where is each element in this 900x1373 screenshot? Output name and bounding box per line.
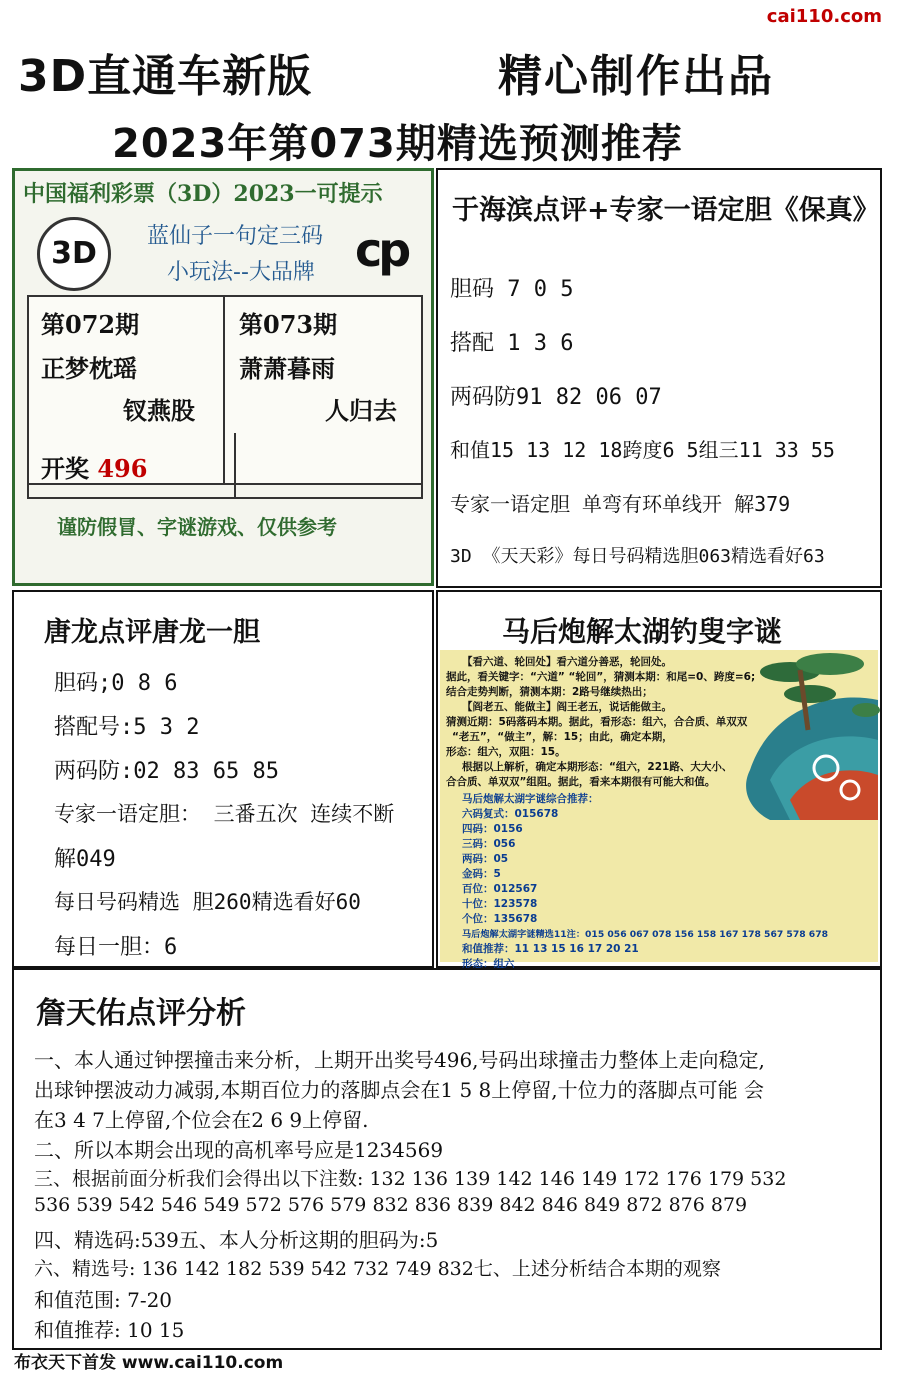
prize-row [27, 433, 423, 499]
prize-label: 开奖 [41, 454, 89, 483]
zhan-tianyou-section [12, 968, 882, 1350]
prize-result [41, 449, 147, 484]
zhan-line: 二、所以本期会出现的高机率号应是1234569 [34, 1138, 444, 1162]
3d-logo-icon: 3D [37, 217, 111, 291]
yu-section-title: 于海滨点评+专家一语定胆《保真》 [452, 195, 880, 226]
zhan-line: 和值推荐: 10 15 [34, 1318, 185, 1342]
zhan-line: 三、根据前面分析我们会得出以下注数: 132 136 139 142 146 149 172 176 179 532 [34, 1168, 787, 1190]
card-slogan-2: 小玩法--大品牌 [167, 260, 315, 285]
yu-line: 两码防91 82 06 07 [450, 385, 662, 410]
yu-line: 搭配 1 3 6 [450, 331, 574, 356]
zhan-line: 在3 4 7上停留,个位会在2 6 9上停留. [34, 1108, 369, 1132]
riddle-line: 形态：组六，双阻：15。 [446, 746, 566, 758]
yu-line: 胆码 7 0 5 [450, 277, 574, 302]
card-slogan-1: 蓝仙子一句定三码 [147, 224, 324, 249]
riddle-line: 百位：012567 [462, 883, 538, 895]
riddle-line: 马后炮解太湖字谜精选11注：015 056 067 078 156 158 167 178 567 578 678 [462, 929, 828, 940]
yu-haibin-section [436, 168, 882, 588]
cp-logo-icon: cp [355, 223, 408, 277]
riddle-line: 马后炮解太湖字谜综合推荐： [462, 793, 599, 805]
riddle-line: “老五”，“做主”，解：15；由此，确定本期， [452, 731, 673, 743]
prize-value: 496 [97, 454, 148, 483]
riddle-line: 个位：135678 [462, 913, 538, 925]
next-riddle-line1: 萧萧暮雨 [239, 354, 335, 383]
yu-line: 3D 《天天彩》每日号码精选胆063精选看好63 [450, 546, 825, 567]
riddle-line: 据此，看关键字：“六道” “轮回”，猜测本期：和尾=0、跨度=6; [446, 671, 756, 683]
zhan-line: 和值范围: 7-20 [34, 1288, 173, 1312]
zhan-section-title: 詹天佑点评分析 [36, 996, 246, 1031]
tang-line: 搭配号:5 3 2 [54, 715, 200, 740]
zhan-line: 一、本人通过钟摆撞击来分析，上期开出奖号496,号码出球撞击力整体上走向稳定, [34, 1048, 765, 1072]
riddle-section-title: 马后炮解太湖钓叟字谜 [502, 615, 783, 648]
next-riddle-line2: 人归去 [325, 396, 397, 425]
riddle-line: 猜测近期：5码落码本期。据此，看形态：组六，合合质、单双双 [446, 716, 748, 728]
riddle-line: 根据以上解析，确定本期形态：“组六，221路、大大小、 [462, 761, 733, 773]
riddle-line: 四码：0156 [462, 823, 523, 835]
footer-site: 布衣天下首发 www.cai110.com [14, 1353, 284, 1373]
zhan-line: 536 539 542 546 549 572 576 579 832 836 839 842 846 849 872 876 879 [34, 1194, 748, 1216]
riddle-line: 六码复式：015678 [462, 808, 559, 820]
riddle-line: 结合走势判断，猜测本期：2路号继续热出； [446, 686, 653, 698]
riddle-line: 合合质、单双双”组阻。据此，看来本期很有可能大和值。 [446, 776, 716, 788]
riddle-section [436, 590, 882, 968]
card-header: 中国福利彩票（3D）2023一可提示 [23, 181, 383, 207]
page-title: 2023年第073期精选预测推荐 [112, 121, 683, 167]
site-watermark: cai110.com [766, 6, 882, 27]
tang-line: 专家一语定胆： 三番五次 连续不断 [54, 802, 395, 826]
tang-line: 每日一胆：6 [54, 935, 178, 960]
tang-long-section [12, 590, 434, 968]
tang-line: 解049 [54, 847, 116, 872]
card-warning: 谨防假冒、字谜游戏、仅供参考 [57, 515, 337, 539]
riddle-line: 金码：5 [462, 868, 501, 880]
tang-line: 每日号码精选 胆260精选看好60 [54, 890, 361, 914]
header-right-title: 精心制作出品 [498, 51, 774, 102]
zhan-line: 四、精选码:539五、本人分析这期的胆码为:5 [34, 1228, 439, 1252]
riddle-line: 【阎老五、能做主】阎王老五，说话能做主。 [462, 701, 672, 713]
riddle-line: 【看六道、轮回处】看六道分善恶，轮回处。 [462, 656, 672, 668]
tang-line: 两码防:02 83 65 85 [54, 759, 279, 784]
prev-riddle-line1: 正梦枕瑶 [41, 354, 137, 383]
riddle-line: 十位：123578 [462, 898, 538, 910]
prize-divider [234, 433, 236, 497]
zhan-line: 出球钟摆波动力减弱,本期百位力的落脚点会在1 5 8上停留,十位力的落脚点可能 会 [34, 1078, 764, 1102]
yu-line: 专家一语定胆 单弯有环单线开 解379 [450, 492, 791, 516]
tang-section-title: 唐龙点评唐龙一胆 [44, 617, 260, 648]
riddle-panel [440, 650, 878, 970]
riddle-line: 形态：组六 [462, 958, 515, 970]
prev-riddle-line2: 钗燕股 [123, 396, 195, 425]
zhan-line: 六、精选号: 136 142 182 539 542 732 749 832七、上述分析结合本期的观察 [34, 1258, 721, 1280]
next-issue-label: 第073期 [239, 310, 338, 339]
prev-issue-label: 第072期 [41, 310, 140, 339]
riddle-line: 三码：056 [462, 838, 516, 850]
riddle-line: 两码：05 [462, 853, 509, 865]
header-left-title: 3D直通车新版 [18, 51, 313, 102]
yu-line: 和值15 13 12 18跨度6 5组三11 33 55 [450, 438, 835, 462]
lottery-card [12, 168, 434, 586]
riddle-line: 和值推荐：11 13 15 16 17 20 21 [462, 943, 639, 955]
tang-line: 胆码;0 8 6 [54, 671, 178, 696]
